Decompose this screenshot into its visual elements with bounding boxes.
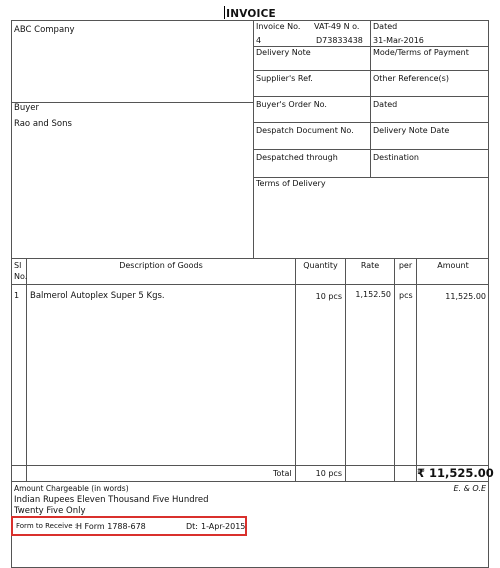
dated2-label: Dated bbox=[373, 100, 398, 109]
dated-label: Dated bbox=[373, 22, 398, 31]
row-amount: 11,525.00 bbox=[445, 292, 486, 301]
seller-buyer-divider bbox=[11, 102, 253, 103]
form-note-label: Form to Receive : bbox=[16, 522, 78, 530]
dated-value: 31-Mar-2016 bbox=[373, 36, 424, 45]
header-no: No. bbox=[14, 272, 28, 281]
header-amount: Amount bbox=[437, 261, 469, 270]
despatch-doc-label: Despatch Document No. bbox=[256, 126, 354, 135]
terms-of-delivery-label: Terms of Delivery bbox=[256, 179, 326, 188]
total-quantity: 10 pcs bbox=[315, 469, 342, 478]
invoice-no-code: D73833438 bbox=[316, 36, 363, 45]
info-row-line bbox=[253, 122, 489, 123]
header-description: Description of Goods bbox=[119, 261, 203, 270]
row-rate: 1,152.50 bbox=[355, 290, 391, 299]
form-note-date-value: 1-Apr-2015 bbox=[201, 522, 246, 531]
amount-words-label: Amount Chargeable (in words) bbox=[14, 484, 129, 493]
table-header-bottom-line bbox=[11, 284, 489, 285]
form-note-date-label: Dt: bbox=[186, 522, 198, 531]
document-title: INVOICE bbox=[226, 8, 276, 20]
seller-name: ABC Company bbox=[14, 25, 75, 35]
info-row-line bbox=[253, 70, 489, 71]
col-divider-rate bbox=[394, 258, 395, 482]
table-total-bottom-line bbox=[11, 481, 489, 482]
invoice-no-prefix: VAT-49 N o. bbox=[314, 22, 360, 31]
mode-terms-label: Mode/Terms of Payment bbox=[373, 48, 469, 57]
total-label: Total bbox=[273, 469, 292, 478]
buyer-label: Buyer bbox=[14, 103, 39, 113]
invoice-no-label: Invoice No. bbox=[256, 22, 301, 31]
header-quantity: Quantity bbox=[303, 261, 338, 270]
eoe-label: E. & O.E bbox=[453, 484, 486, 493]
destination-label: Destination bbox=[373, 153, 419, 162]
header-rate: Rate bbox=[360, 261, 380, 270]
header-per: per bbox=[398, 261, 413, 270]
other-refs-label: Other Reference(s) bbox=[373, 74, 449, 83]
header-sl: Sl bbox=[14, 261, 22, 270]
delivery-note-date-label: Delivery Note Date bbox=[373, 126, 450, 135]
table-top-line bbox=[11, 258, 489, 259]
header-divider bbox=[253, 20, 254, 258]
delivery-note-label: Delivery Note bbox=[256, 48, 311, 57]
info-row-line bbox=[253, 96, 489, 97]
buyer-name: Rao and Sons bbox=[14, 119, 72, 129]
row-per: pcs bbox=[399, 291, 413, 300]
text-cursor bbox=[224, 6, 225, 19]
form-note-value: H Form 1788-678 bbox=[76, 522, 146, 531]
total-amount: ₹ 11,525.00 bbox=[417, 466, 494, 480]
row-description: Balmerol Autoplex Super 5 Kgs. bbox=[30, 291, 165, 301]
header-col-divider bbox=[370, 20, 371, 178]
col-divider-sl bbox=[26, 258, 27, 482]
amount-words-line1: Indian Rupees Eleven Thousand Five Hundred bbox=[14, 495, 209, 505]
buyers-order-label: Buyer's Order No. bbox=[256, 100, 327, 109]
suppliers-ref-label: Supplier's Ref. bbox=[256, 74, 313, 83]
row-sl: 1 bbox=[14, 291, 20, 300]
invoice-no-value: 4 bbox=[256, 36, 262, 45]
despatched-through-label: Despatched through bbox=[256, 153, 338, 162]
info-row-line bbox=[253, 149, 489, 150]
amount-words-line2: Twenty Five Only bbox=[14, 506, 86, 516]
row-quantity: 10 pcs bbox=[315, 292, 342, 301]
